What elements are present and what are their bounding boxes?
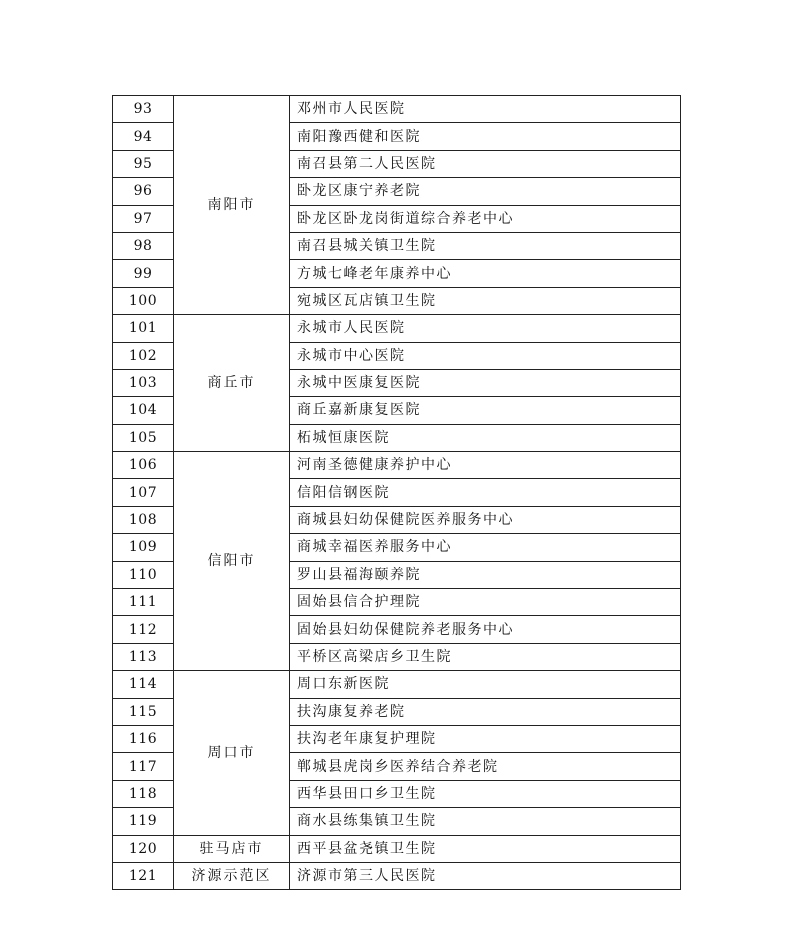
institution-name: 商城县妇幼保健院医养服务中心: [290, 506, 681, 533]
table-body: [113, 96, 681, 890]
row-number: 105: [113, 424, 174, 451]
institution-name: 商丘嘉新康复医院: [290, 397, 681, 424]
table-row: [113, 671, 681, 698]
institution-name: 周口东新医院: [290, 671, 681, 698]
institution-name: 南召县第二人民医院: [290, 150, 681, 177]
institution-name: 卧龙区康宁养老院: [290, 178, 681, 205]
institution-name: 河南圣德健康养护中心: [290, 452, 681, 479]
institution-name: 商水县练集镇卫生院: [290, 808, 681, 835]
row-number: 118: [113, 780, 174, 807]
institution-name: 扶沟康复养老院: [290, 698, 681, 725]
table-row: [113, 96, 681, 123]
row-number: 115: [113, 698, 174, 725]
row-number: 113: [113, 643, 174, 670]
row-number: 94: [113, 123, 174, 150]
row-number: 116: [113, 725, 174, 752]
row-number: 117: [113, 753, 174, 780]
table-row: [113, 835, 681, 862]
institution-name: 永城市人民医院: [290, 315, 681, 342]
city-cell: 周口市: [174, 671, 290, 835]
institution-name: 永城中医康复医院: [290, 369, 681, 396]
table-row: [113, 315, 681, 342]
row-number: 93: [113, 96, 174, 123]
row-number: 102: [113, 342, 174, 369]
row-number: 119: [113, 808, 174, 835]
institution-name: 卧龙区卧龙岗街道综合养老中心: [290, 205, 681, 232]
city-cell: 驻马店市: [174, 835, 290, 862]
institution-name: 罗山县福海颐养院: [290, 561, 681, 588]
row-number: 103: [113, 369, 174, 396]
institution-name: 扶沟老年康复护理院: [290, 725, 681, 752]
institution-name: 南召县城关镇卫生院: [290, 232, 681, 259]
institution-name: 西平县盆尧镇卫生院: [290, 835, 681, 862]
row-number: 96: [113, 178, 174, 205]
row-number: 106: [113, 452, 174, 479]
row-number: 101: [113, 315, 174, 342]
institution-name: 商城幸福医养服务中心: [290, 534, 681, 561]
table-row: [113, 452, 681, 479]
institution-name: 郸城县虎岗乡医养结合养老院: [290, 753, 681, 780]
institution-name: 宛城区瓦店镇卫生院: [290, 287, 681, 314]
row-number: 104: [113, 397, 174, 424]
institution-name: 平桥区高梁店乡卫生院: [290, 643, 681, 670]
row-number: 120: [113, 835, 174, 862]
institution-name: 方城七峰老年康养中心: [290, 260, 681, 287]
institution-name: 西华县田口乡卫生院: [290, 780, 681, 807]
row-number: 112: [113, 616, 174, 643]
row-number: 100: [113, 287, 174, 314]
institution-name: 南阳豫西健和医院: [290, 123, 681, 150]
institution-name: 信阳信钢医院: [290, 479, 681, 506]
row-number: 99: [113, 260, 174, 287]
city-cell: 济源示范区: [174, 862, 290, 889]
institution-name: 邓州市人民医院: [290, 96, 681, 123]
row-number: 108: [113, 506, 174, 533]
row-number: 107: [113, 479, 174, 506]
institution-name: 固始县信合护理院: [290, 589, 681, 616]
institution-name: 济源市第三人民医院: [290, 862, 681, 889]
row-number: 111: [113, 589, 174, 616]
city-cell: 南阳市: [174, 96, 290, 315]
institution-name: 柘城恒康医院: [290, 424, 681, 451]
city-cell: 信阳市: [174, 452, 290, 671]
institution-table: [112, 95, 681, 890]
row-number: 121: [113, 862, 174, 889]
row-number: 95: [113, 150, 174, 177]
row-number: 110: [113, 561, 174, 588]
row-number: 114: [113, 671, 174, 698]
row-number: 98: [113, 232, 174, 259]
row-number: 109: [113, 534, 174, 561]
row-number: 97: [113, 205, 174, 232]
table-row: [113, 862, 681, 889]
institution-name: 固始县妇幼保健院养老服务中心: [290, 616, 681, 643]
institution-name: 永城市中心医院: [290, 342, 681, 369]
city-cell: 商丘市: [174, 315, 290, 452]
